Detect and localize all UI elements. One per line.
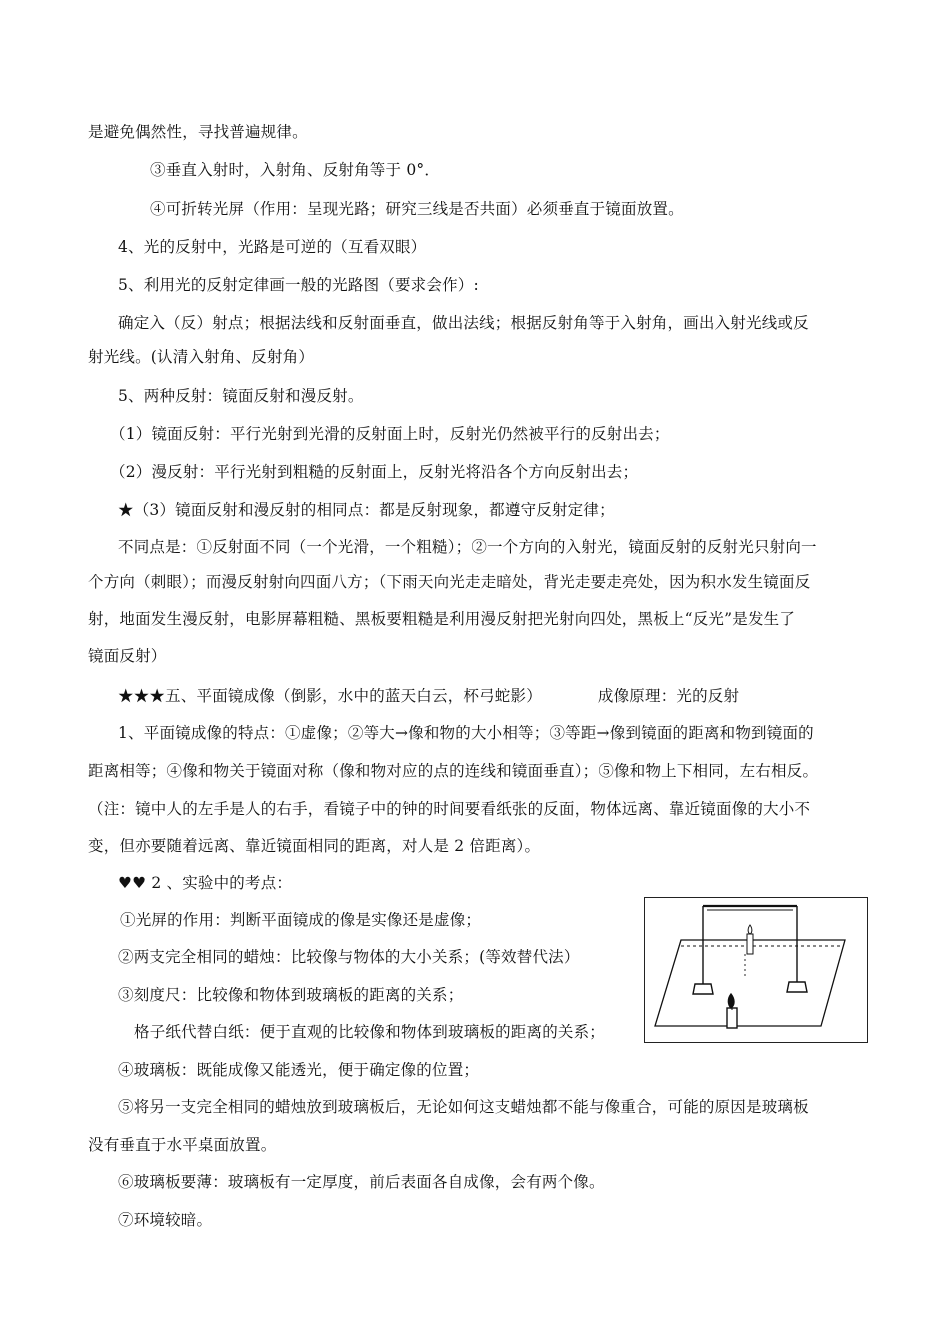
experiment-illustration [645, 898, 867, 1042]
text-line: （1）镜面反射：平行光射到光滑的反射面上时，反射光仍然被平行的反射出去； [110, 425, 670, 443]
text-line: 没有垂直于水平桌面放置。 [88, 1136, 277, 1154]
image-candle [747, 934, 753, 954]
text-line: 格子纸代替白纸：便于直观的比较像和物体到玻璃板的距离的关系； [134, 1023, 606, 1041]
text-line: ③垂直入射时，入射角、反射角等于 0°． [150, 161, 441, 179]
text-line: 镜面反射） [88, 647, 167, 665]
heading-text: ★★★五、平面镜成像（倒影，水中的蓝天白云，杯弓蛇影） [118, 687, 542, 705]
text-line: 变，但亦要随着远离、靠近镜面相同的距离，对人是 2 倍距离）。 [88, 837, 541, 855]
text-line: ④可折转光屏（作用：呈现光路；研究三线是否共面）必须垂直于镜面放置。 [150, 200, 684, 218]
text-line: 个方向（刺眼）；而漫反射射向四面八方；（下雨天向光走走暗处，背光走要走亮处，因为积水发生镜面反 [88, 573, 811, 591]
text-line: ⑥玻璃板要薄：玻璃板有一定厚度，前后表面各自成像，会有两个像。 [118, 1173, 605, 1191]
text-line: （2）漫反射：平行光射到粗糙的反射面上，反射光将沿各个方向反射出去； [110, 463, 639, 481]
image-candle-flame [748, 925, 752, 934]
text-line: 确定入（反）射点；根据法线和反射面垂直，做出法线；根据反射角等于入射角，画出入射光线或反 [118, 314, 809, 332]
text-line: 射，地面发生漫反射，电影屏幕粗糙、黑板要粗糙是利用漫反射把光射向四处，黑板上“反光”是发生了 [88, 610, 796, 628]
text-line: 5、两种反射：镜面反射和漫反射。 [118, 387, 364, 405]
section-heading [118, 686, 739, 706]
text-line: （注：镜中人的左手是人的右手，看镜子中的钟的时间要看纸张的反面，物体远离、靠近镜面像的大小不 [88, 800, 811, 818]
plane-mirror-experiment-figure [644, 897, 868, 1043]
text-line: 射光线。(认清入射角、反射角） [88, 348, 315, 366]
text-line: ①光屏的作用：判断平面镜成的像是实像还是虚像； [120, 911, 482, 929]
text-line: 5、利用光的反射定律画一般的光路图（要求会作）: [118, 276, 479, 294]
text-line: ④玻璃板：既能成像又能透光，便于确定像的位置； [118, 1061, 480, 1079]
text-line: ⑤将另一支完全相同的蜡烛放到玻璃板后，无论如何这支蜡烛都不能与像重合，可能的原因是玻璃板 [118, 1098, 809, 1116]
text-line: ⑦环境较暗。 [118, 1211, 213, 1229]
text-line: ③刻度尺：比较像和物体到玻璃板的距离的关系； [118, 986, 464, 1004]
text-line: 是避免偶然性，寻找普遍规律。 [88, 123, 308, 141]
heading-principle: 成像原理：光的反射 [597, 687, 740, 705]
text-line: 距离相等；④像和物关于镜面对称（像和物对应的点的连线和镜面垂直）；⑤像和物上下相同，左右相反。 [88, 762, 819, 780]
right-support-foot [787, 982, 807, 992]
real-candle [727, 1008, 737, 1028]
text-line: ②两支完全相同的蜡烛：比较像与物体的大小关系；(等效替代法） [118, 948, 580, 966]
left-support-foot [693, 984, 713, 994]
text-line: ♥♥ 2 、实验中的考点： [118, 874, 293, 892]
text-line: ★（3）镜面反射和漫反射的相同点：都是反射现象，都遵守反射定律； [118, 501, 615, 519]
text-line: 4、光的反射中，光路是可逆的（互看双眼） [118, 238, 427, 256]
text-line: 不同点是：①反射面不同（一个光滑，一个粗糙）；②一个方向的入射光，镜面反射的反射光只射向一 [118, 538, 817, 556]
text-line: 1、平面镜成像的特点：①虚像；②等大→像和物的大小相等；③等距→像到镜面的距离和物到镜面的 [118, 724, 814, 742]
real-candle-flame [728, 994, 734, 1008]
